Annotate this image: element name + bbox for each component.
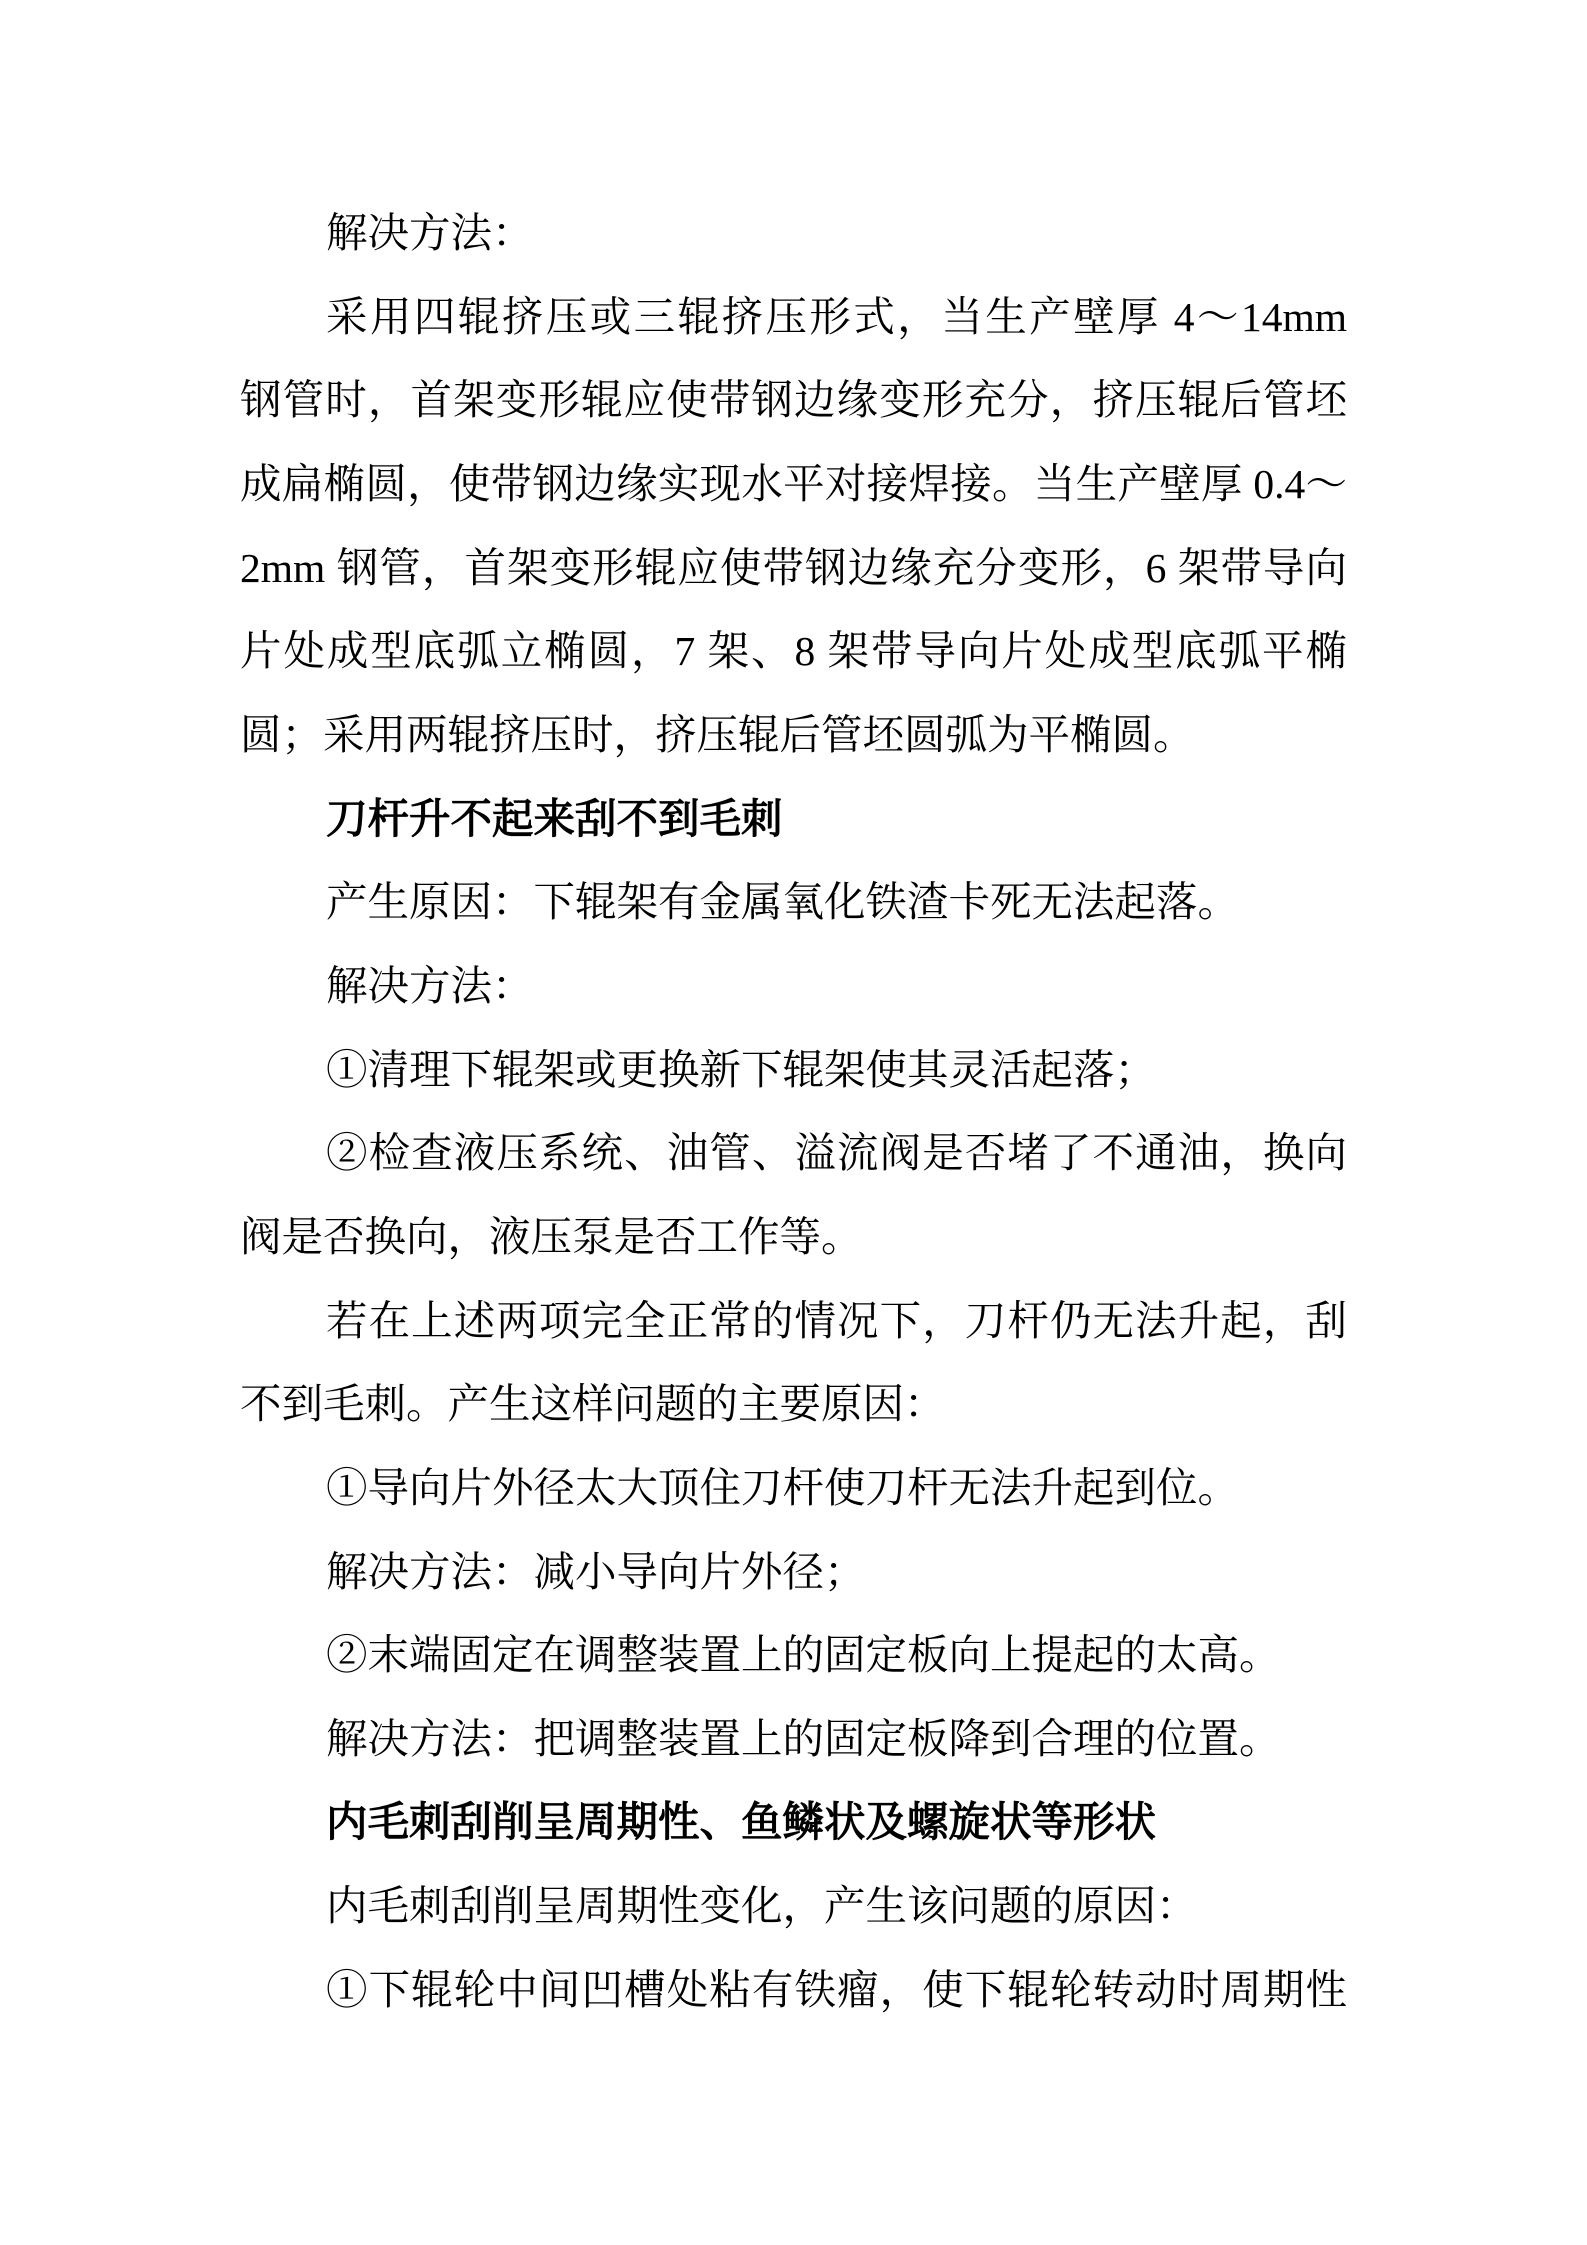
text-line: 不到毛刺。产生这样问题的主要原因：	[240, 1381, 946, 1428]
text-line: ②检查液压系统、油管、溢流阀是否堵了不通油，换向	[326, 1130, 1347, 1177]
section-heading: 内毛刺刮削呈周期性、鱼鳞状及螺旋状等形状	[326, 1799, 1157, 1846]
text-line: ①导向片外径太大顶住刀杆使刀杆无法升起到位。	[326, 1464, 1240, 1511]
text-line: 产生原因：下辊架有金属氧化铁渣卡死无法起落。	[326, 879, 1240, 926]
text-line: 片处成型底弧立椭圆，7 架、8 架带导向片处成型底弧平椭	[240, 628, 1347, 675]
text-line: 成扁椭圆，使带钢边缘实现水平对接焊接。当生产壁厚 0.4～	[240, 460, 1347, 507]
text-line: 解决方法：把调整装置上的固定板降到合理的位置。	[326, 1715, 1281, 1762]
text-line: 内毛刺刮削呈周期性变化，产生该问题的原因：	[326, 1883, 1198, 1930]
text-line: 圆；采用两辊挤压时，挤压辊后管坯圆弧为平椭圆。	[240, 711, 1195, 758]
text-line: 阀是否换向，液压泵是否工作等。	[240, 1213, 863, 1260]
text-line: 解决方法：	[326, 962, 534, 1009]
section-heading: 刀杆升不起来刮不到毛刺	[326, 795, 783, 842]
document-text-block	[240, 192, 1347, 2032]
text-line: ①下辊轮中间凹槽处粘有铁瘤，使下辊轮转动时周期性	[326, 1966, 1347, 2013]
text-line: 若在上述两项完全正常的情况下，刀杆仍无法升起，刮	[326, 1297, 1347, 1344]
text-line: 2mm 钢管，首架变形辊应使带钢边缘充分变形，6 架带导向	[240, 544, 1347, 591]
text-line: 解决方法：减小导向片外径；	[326, 1548, 866, 1595]
text-line: ①清理下辊架或更换新下辊架使其灵活起落；	[326, 1046, 1157, 1093]
text-line: 钢管时，首架变形辊应使带钢边缘变形充分，挤压辊后管坯	[240, 377, 1347, 424]
text-line: 采用四辊挤压或三辊挤压形式，当生产壁厚 4～14mm	[326, 293, 1347, 340]
text-line: ②末端固定在调整装置上的固定板向上提起的太高。	[326, 1632, 1281, 1679]
text-line: 解决方法：	[326, 210, 534, 256]
